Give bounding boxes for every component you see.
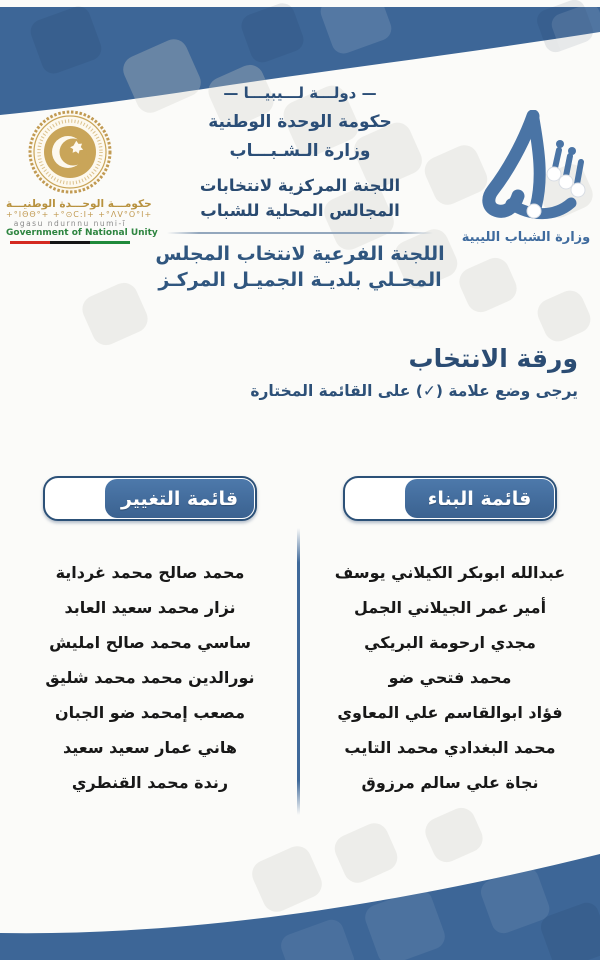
- candidate-name: نزار محمد سعيد العابد: [64, 598, 236, 617]
- candidate-name: محمد صالح محمد غرداية: [55, 563, 245, 582]
- candidate-name: أمير عمر الجيلاني الجمل: [353, 598, 547, 617]
- gnu-name-arabic: حكومـــة الوحـــدة الوطنيـــة: [6, 198, 152, 210]
- decor-tile: [533, 286, 595, 346]
- list-column-benaa: [310, 476, 590, 800]
- header-divider: [167, 232, 433, 234]
- candidate-name: هاني عمار سعيد سعيد: [63, 738, 237, 757]
- sub-committee-line1: اللجنة الفرعية لانتخاب المجلس: [155, 242, 445, 265]
- list-option-taghyeer[interactable]: [43, 476, 257, 521]
- gnu-name-latin: agasu ndurnnu numi-ī: [13, 219, 127, 228]
- state-title: — دولـــة لـــيبيـــا —: [223, 84, 377, 102]
- government-title: حكومة الوحدة الوطنية: [208, 112, 392, 132]
- sub-committee-line2: المحـلي بلديـة الجميـل المركـز: [158, 269, 442, 292]
- candidate-name: مصعب إمحمد ضو الجبان: [55, 703, 245, 722]
- ballot-instruction: يرجى وضع علامة (✓) على القائمة المختارة: [250, 382, 578, 400]
- candidate-name: نجاة علي سالم مرزوق: [361, 773, 539, 792]
- candidate-name: عبدالله ابوبكر الكيلاني يوسف: [334, 563, 566, 582]
- central-committee-line2: المجالس المحلية للشباب: [200, 200, 400, 220]
- libya-flag-bar: [10, 241, 130, 244]
- candidate-name: فؤاد ابوالقاسم علي المعاوي: [337, 703, 563, 722]
- youth-calligraphy-icon: [463, 110, 589, 228]
- column-divider: [297, 528, 300, 815]
- candidate-name: محمد فتحي ضو: [388, 668, 512, 687]
- list-option-benaa[interactable]: [343, 476, 557, 521]
- checkbox-benaa[interactable]: [350, 482, 402, 517]
- list-name-taghyeer: قائمة التغيير: [105, 479, 254, 518]
- gnu-name-tifinagh: +°IΘΘ°+ +°⊙C:I+ +°ΛV°O°I+: [6, 210, 153, 219]
- candidate-name: مجدي ارحومة البريكي: [364, 633, 536, 652]
- gnu-logo: [6, 110, 158, 244]
- flag-red-stripe: [10, 241, 50, 244]
- checkbox-taghyeer[interactable]: [50, 482, 102, 517]
- youth-ministry-logo: [460, 110, 592, 245]
- candidate-name: ساسي محمد صالح امليش: [49, 633, 251, 652]
- list-name-benaa: قائمة البناء: [405, 479, 554, 518]
- header-text-block: [140, 84, 460, 294]
- candidate-name: نورالدين محمد محمد شليق: [45, 668, 255, 687]
- candidates-benaa: [310, 555, 590, 800]
- flag-green-stripe: [90, 241, 130, 244]
- candidates-taghyeer: [10, 555, 290, 800]
- ministry-title: وزارة الـشـبـــاب: [229, 141, 371, 161]
- central-committee-line1: اللجنة المركزية لانتخابات: [199, 176, 401, 195]
- ballot-header: [22, 344, 578, 400]
- candidate-name: محمد البغدادي محمد التايب: [344, 738, 556, 757]
- list-column-taghyeer: [10, 476, 290, 800]
- gnu-name-english: Government of National Unity: [6, 228, 158, 238]
- ballot-title: ورقة الانتخاب: [408, 344, 578, 373]
- youth-ministry-caption: وزارة الشباب الليبية: [461, 230, 591, 245]
- flag-black-stripe: [50, 241, 90, 244]
- gnu-seal-icon: [28, 110, 112, 194]
- decor-tile: [455, 253, 521, 316]
- candidate-name: رندة محمد القنطري: [71, 773, 229, 792]
